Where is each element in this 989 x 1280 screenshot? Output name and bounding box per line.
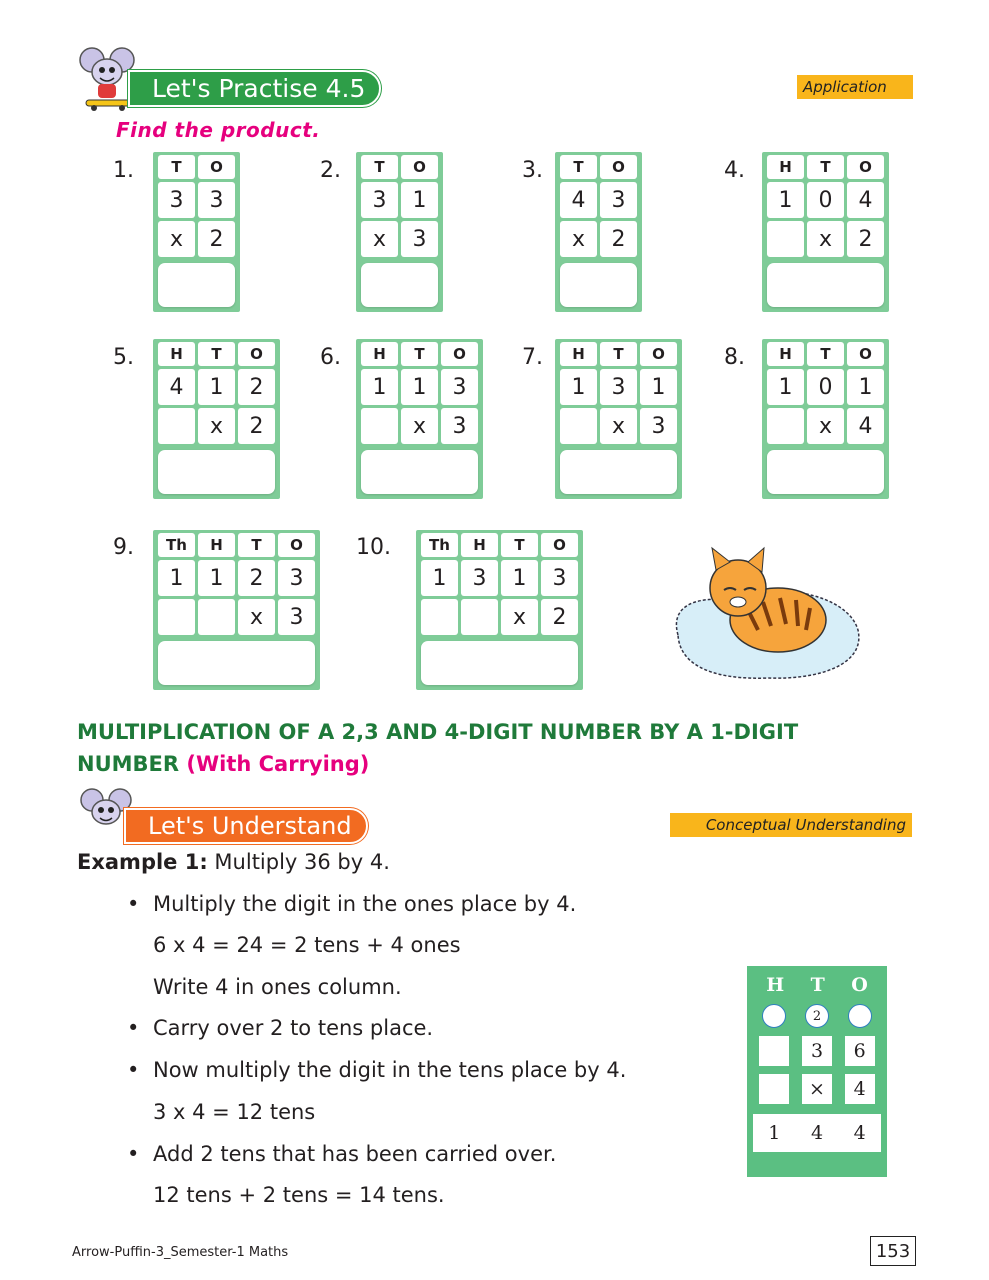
- multiplier-cell: 2: [541, 599, 578, 635]
- section-title: [77, 716, 798, 780]
- place-value-header: H: [461, 533, 498, 557]
- problem-box: [762, 152, 889, 312]
- problem-box: [153, 339, 280, 499]
- hto-answer-digit: 1: [768, 1122, 781, 1144]
- multiplier-cell: x: [401, 408, 438, 444]
- place-value-header: Th: [421, 533, 458, 557]
- step-line: 12 tens + 2 tens = 14 tens.: [153, 1183, 445, 1207]
- answer-input[interactable]: [158, 641, 315, 685]
- hto-cell: 6: [845, 1036, 875, 1066]
- answer-input[interactable]: [158, 450, 275, 494]
- multiplier-cell: x: [198, 408, 235, 444]
- problem-number: 5.: [113, 345, 134, 370]
- digit-cell: 2: [238, 560, 275, 596]
- sleeping-cat-illustration: [668, 540, 868, 689]
- multiplier-cell: 2: [198, 221, 235, 257]
- multiplier-cell: x: [807, 408, 844, 444]
- hto-example-box: [747, 966, 887, 1177]
- place-value-header: O: [600, 155, 637, 179]
- practice-heading: [128, 70, 381, 107]
- place-value-header: T: [501, 533, 538, 557]
- hto-cell: ×: [802, 1074, 832, 1104]
- problem-number: 6.: [320, 345, 341, 370]
- place-value-header: H: [158, 342, 195, 366]
- digit-cell: 3: [600, 369, 637, 405]
- digit-cell: 0: [807, 182, 844, 218]
- place-value-header: T: [238, 533, 275, 557]
- hto-header: T: [810, 974, 825, 996]
- place-value-header: O: [401, 155, 438, 179]
- multiplier-cell: 3: [278, 599, 315, 635]
- example-label: Example 1:: [77, 850, 208, 874]
- answer-input[interactable]: [361, 450, 478, 494]
- problem-number: 1.: [113, 158, 134, 183]
- multiplier-cell: 4: [847, 408, 884, 444]
- problem-box: [762, 339, 889, 499]
- digit-cell: 3: [361, 182, 398, 218]
- place-value-header: O: [441, 342, 478, 366]
- application-tag: [797, 75, 913, 99]
- place-value-header: Th: [158, 533, 195, 557]
- step-line: • Add 2 tens that has been carried over.: [153, 1142, 556, 1166]
- multiplier-cell: [461, 599, 498, 635]
- place-value-header: O: [847, 342, 884, 366]
- problem-box: [356, 152, 443, 312]
- place-value-header: O: [640, 342, 677, 366]
- carry-circle: 2: [805, 1004, 829, 1028]
- step-line: • Multiply the digit in the ones place by 4.: [153, 892, 576, 916]
- answer-input[interactable]: [361, 263, 438, 307]
- multiplier-cell: x: [361, 221, 398, 257]
- step-line: • Carry over 2 to tens place.: [153, 1016, 433, 1040]
- digit-cell: 1: [421, 560, 458, 596]
- multiplier-cell: [198, 599, 235, 635]
- digit-cell: 1: [767, 182, 804, 218]
- digit-cell: 2: [238, 369, 275, 405]
- digit-cell: 4: [847, 182, 884, 218]
- problem-number: 3.: [522, 158, 543, 183]
- hto-cell: [759, 1036, 789, 1066]
- multiplier-cell: 2: [600, 221, 637, 257]
- place-value-header: O: [847, 155, 884, 179]
- multiplier-cell: x: [238, 599, 275, 635]
- digit-cell: 3: [441, 369, 478, 405]
- digit-cell: 1: [767, 369, 804, 405]
- carry-circle: [848, 1004, 872, 1028]
- place-value-header: T: [158, 155, 195, 179]
- digit-cell: 4: [158, 369, 195, 405]
- problem-box: [356, 339, 483, 499]
- application-tag-label: Application: [803, 78, 887, 96]
- multiplier-cell: [158, 408, 195, 444]
- step-line: • Now multiply the digit in the tens place by 4.: [153, 1058, 626, 1082]
- digit-cell: 1: [401, 182, 438, 218]
- multiplier-cell: 3: [640, 408, 677, 444]
- digit-cell: 4: [560, 182, 597, 218]
- multiplier-cell: [421, 599, 458, 635]
- multiplier-cell: 3: [441, 408, 478, 444]
- multiplier-cell: x: [560, 221, 597, 257]
- answer-input[interactable]: [767, 263, 884, 307]
- place-value-header: H: [767, 342, 804, 366]
- problem-number: 10.: [356, 535, 391, 560]
- place-value-header: O: [198, 155, 235, 179]
- multiplier-cell: [767, 408, 804, 444]
- digit-cell: 3: [278, 560, 315, 596]
- hto-cell: 3: [802, 1036, 832, 1066]
- multiplier-cell: x: [501, 599, 538, 635]
- multiplier-cell: 2: [847, 221, 884, 257]
- problem-number: 9.: [113, 535, 134, 560]
- hto-cell: [759, 1074, 789, 1104]
- digit-cell: 1: [361, 369, 398, 405]
- digit-cell: 1: [198, 560, 235, 596]
- example-heading: [77, 850, 390, 874]
- digit-cell: 3: [198, 182, 235, 218]
- step-line: Write 4 in ones column.: [153, 975, 402, 999]
- digit-cell: 1: [501, 560, 538, 596]
- practice-title: Let's Practise 4.5: [152, 74, 366, 103]
- place-value-header: T: [198, 342, 235, 366]
- digit-cell: 1: [401, 369, 438, 405]
- place-value-header: H: [767, 155, 804, 179]
- footer-text: Arrow-Puffin-3_Semester-1 Maths: [72, 1245, 289, 1260]
- place-value-header: H: [198, 533, 235, 557]
- digit-cell: 1: [640, 369, 677, 405]
- hto-header: H: [766, 974, 785, 996]
- conceptual-tag-label: Conceptual Understanding: [705, 816, 906, 834]
- hto-cell: 4: [845, 1074, 875, 1104]
- place-value-header: O: [541, 533, 578, 557]
- multiplier-cell: 3: [401, 221, 438, 257]
- step-line: 3 x 4 = 12 tens: [153, 1100, 316, 1124]
- hto-answer-row: [753, 1114, 881, 1152]
- digit-cell: 1: [560, 369, 597, 405]
- digit-cell: 0: [807, 369, 844, 405]
- place-value-header: T: [401, 342, 438, 366]
- digit-cell: 1: [847, 369, 884, 405]
- problem-box: [416, 530, 583, 690]
- answer-input[interactable]: [158, 263, 235, 307]
- problem-box: [555, 339, 682, 499]
- section-title-line1: MULTIPLICATION OF A 2,3 AND 4-DIGIT NUMBER BY A 1-DIGIT: [77, 720, 799, 744]
- instruction: Find the product.: [116, 118, 321, 142]
- problem-box: [153, 530, 320, 690]
- understand-heading: [124, 808, 368, 844]
- answer-input[interactable]: [767, 450, 884, 494]
- conceptual-tag: [670, 813, 912, 837]
- hto-answer-digit: 4: [853, 1122, 866, 1144]
- answer-input[interactable]: [560, 263, 637, 307]
- digit-cell: 3: [600, 182, 637, 218]
- hto-answer-digit: 4: [810, 1122, 824, 1144]
- problem-box: [153, 152, 240, 312]
- answer-input[interactable]: [560, 450, 677, 494]
- multiplier-cell: [158, 599, 195, 635]
- place-value-header: T: [807, 342, 844, 366]
- problem-number: 7.: [522, 345, 543, 370]
- multiplier-cell: 2: [238, 408, 275, 444]
- problem-number: 4.: [724, 158, 745, 183]
- multiplier-cell: x: [600, 408, 637, 444]
- place-value-header: H: [361, 342, 398, 366]
- page-number: 153: [870, 1236, 916, 1266]
- place-value-header: T: [560, 155, 597, 179]
- digit-cell: 3: [461, 560, 498, 596]
- digit-cell: 1: [198, 369, 235, 405]
- example-text: Multiply 36 by 4.: [207, 850, 390, 874]
- hto-header: O: [851, 974, 868, 996]
- place-value-header: H: [560, 342, 597, 366]
- multiplier-cell: [767, 221, 804, 257]
- digit-cell: 3: [541, 560, 578, 596]
- multiplier-cell: [560, 408, 597, 444]
- answer-input[interactable]: [421, 641, 578, 685]
- place-value-header: O: [278, 533, 315, 557]
- multiplier-cell: x: [158, 221, 195, 257]
- place-value-header: T: [807, 155, 844, 179]
- step-line: 6 x 4 = 24 = 2 tens + 4 ones: [153, 933, 461, 957]
- place-value-header: O: [238, 342, 275, 366]
- section-title-subtitle: (With Carrying): [186, 752, 370, 776]
- section-title-line2: NUMBER: [77, 752, 187, 776]
- problem-number: 8.: [724, 345, 745, 370]
- multiplier-cell: [361, 408, 398, 444]
- digit-cell: 3: [158, 182, 195, 218]
- place-value-header: T: [361, 155, 398, 179]
- problem-box: [555, 152, 642, 312]
- understand-title: Let's Understand: [148, 812, 352, 840]
- digit-cell: 1: [158, 560, 195, 596]
- place-value-header: T: [600, 342, 637, 366]
- multiplier-cell: x: [807, 221, 844, 257]
- carry-circle: [762, 1004, 786, 1028]
- problem-number: 2.: [320, 158, 341, 183]
